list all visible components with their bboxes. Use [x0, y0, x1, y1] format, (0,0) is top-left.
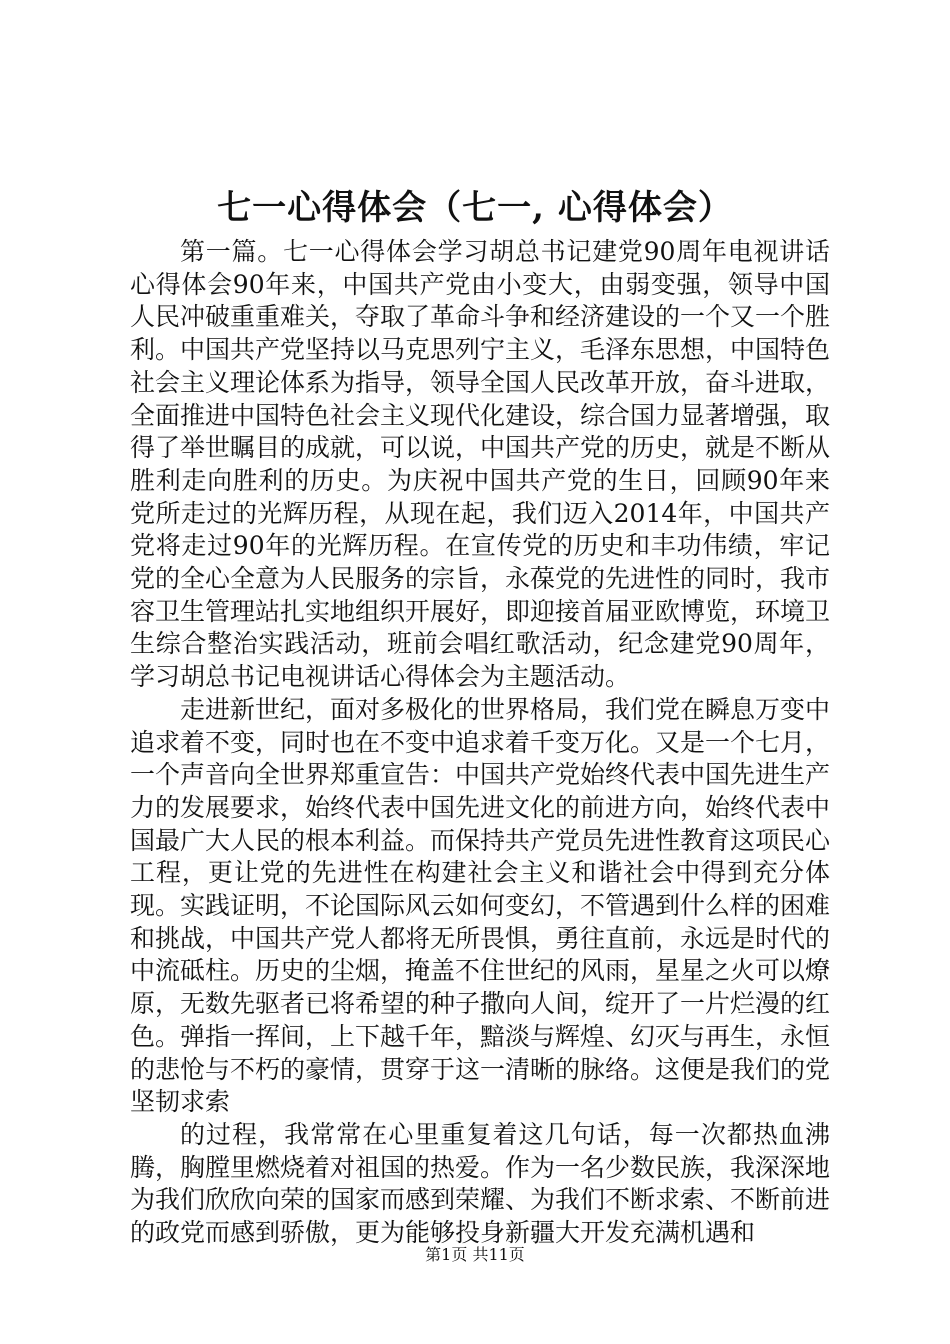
paragraph: 走进新世纪，面对多极化的世界格局，我们党在瞬息万变中追求着不变，同时也在不变中追求着千变万化。又是一个七月，一个声音向全世界郑重宣告：中国共产党始终代表中国先进生产力的发展要求，始终代表中国先进文化的前进方向，始终代表中国最广大人民的根本利益。而保持共产党员先进性教育这项民心工程，更让党的先进性在构建社会主义和谐社会中得到充分体现。实践证明，不论国际风云如何变幻，不管遇到什么样的困难和挑战，中国共产党人都将无所畏惧，勇往直前，永远是时代的中流砥柱。历史的尘烟，掩盖不住世纪的风雨，星星之火可以燎原，无数先驱者已将希望的种子撒向人间，绽开了一片烂漫的红色。弹指一挥间，上下越千年，黯淡与辉煌、幻灭与再生，永恒的悲怆与不朽的豪情，贯穿于这一清晰的脉络。这便是我们的党坚韧求索: [130, 694, 831, 1117]
paragraph: 第一篇。七一心得体会学习胡总书记建党90周年电视讲话心得体会90年来，中国共产党由小变大，由弱变强，领导中国人民冲破重重难关，夺取了革命斗争和经济建设的一个又一个胜利。中国共产党坚持以马克思列宁主义，毛泽东思想，中国特色社会主义理论体系为指导，领导全国人民改革开放，奋斗进取，全面推进中国特色社会主义现代化建设，综合国力显著增强，取得了举世瞩目的成就，可以说，中国共产党的历史，就是不断从胜利走向胜利的历史。为庆祝中国共产党的生日，回顾90年来党所走过的光辉历程，从现在起，我们迈入2014年，中国共产党将走过90年的光辉历程。在宣传党的历史和丰功伟绩，牢记党的全心全意为人民服务的宗旨，永葆党的先进性的同时，我市容卫生管理站扎实地组织开展好，即迎接首届亚欧博览，环境卫生综合整治实践活动，班前会唱红歌活动，纪念建党90周年，学习胡总书记电视讲话心得体会为主题活动。: [130, 237, 831, 692]
document-title: 七一心得体会（七一, 心得体会）: [217, 188, 733, 228]
document-body: [130, 236, 830, 1250]
page-number-footer: 第1页 共11页: [425, 1245, 525, 1264]
paragraph: 的过程，我常常在心里重复着这几句话，每一次都热血沸腾，胸膛里燃烧着对祖国的热爱。作为一名少数民族，我深深地为我们欣欣向荣的国家而感到荣耀、为我们不断求索、不断前进的政党而感到骄傲，更为能够投身新疆大开发充满机遇和: [130, 1119, 831, 1248]
